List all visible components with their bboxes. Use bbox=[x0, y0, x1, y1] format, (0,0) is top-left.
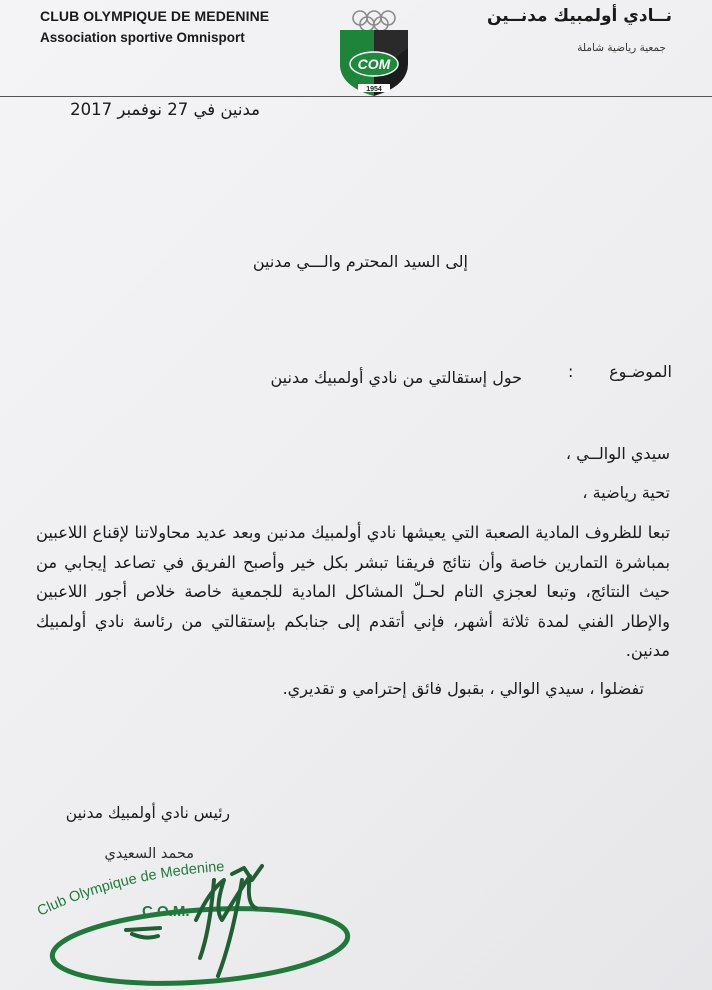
logo-text: COM bbox=[357, 56, 391, 72]
logo-year: 1954 bbox=[366, 86, 382, 93]
letter-body: تبعا للظروف المادية الصعبة التي يعيشها نادي أولمبيك مدنين وبعد عديد محاولاتنا لإقناع اللاعبين بمباشرة التمارين خاصة وأن نتائج فريقنا تبشر بكل خير وأصبح الفريق في تصاعد إيجابي من حيث النتائج، وتبعا لعجزي التام لحـلّ المشاكل المادية للجمعية خاصة خلاص أجور اللاعبين والإطار الفني لمدة ثلاثة أشهر، فإني أتقدم إلى جنابكم بإستقالتي من رئاسة نادي أولمبيك مدنين. bbox=[36, 523, 670, 660]
association-french: Association sportive Omnisport bbox=[40, 30, 245, 45]
club-logo bbox=[326, 4, 422, 100]
signature-title: رئيس نادي أولمبيك مدنين bbox=[65, 804, 230, 822]
date-line: مدنين في 27 نوفمبر 2017 bbox=[70, 100, 260, 119]
addressee: إلى السيد المحترم والـــي مدنين bbox=[252, 252, 468, 271]
signature-name: محمد السعيدي bbox=[104, 846, 194, 862]
olympic-rings-icon bbox=[353, 11, 395, 31]
salutation: سيدي الوالــي ، bbox=[565, 444, 670, 463]
header-divider bbox=[0, 96, 712, 97]
club-name-arabic: نــادي أولمبيك مدنــين bbox=[487, 6, 672, 26]
association-arabic: جمعية رياضية شاملة bbox=[577, 42, 666, 54]
closing-line: تفضلوا ، سيدي الوالي ، بقبول فائق إحترامي و تقديري. bbox=[282, 679, 644, 698]
stamp-arc-text: Club Olympique de Medenine bbox=[34, 858, 225, 920]
stamp-initials: C.O.M. bbox=[142, 903, 190, 920]
subject-label: الموضـوع bbox=[609, 362, 672, 381]
subject-text: حول إستقالتي من نادي أولمبيك مدنين bbox=[270, 368, 522, 387]
club-stamp bbox=[0, 850, 380, 990]
subject-colon: : bbox=[568, 362, 574, 381]
club-name-french: CLUB OLYMPIQUE DE MEDENINE bbox=[40, 8, 270, 24]
greeting: تحية رياضية ، bbox=[582, 483, 670, 502]
